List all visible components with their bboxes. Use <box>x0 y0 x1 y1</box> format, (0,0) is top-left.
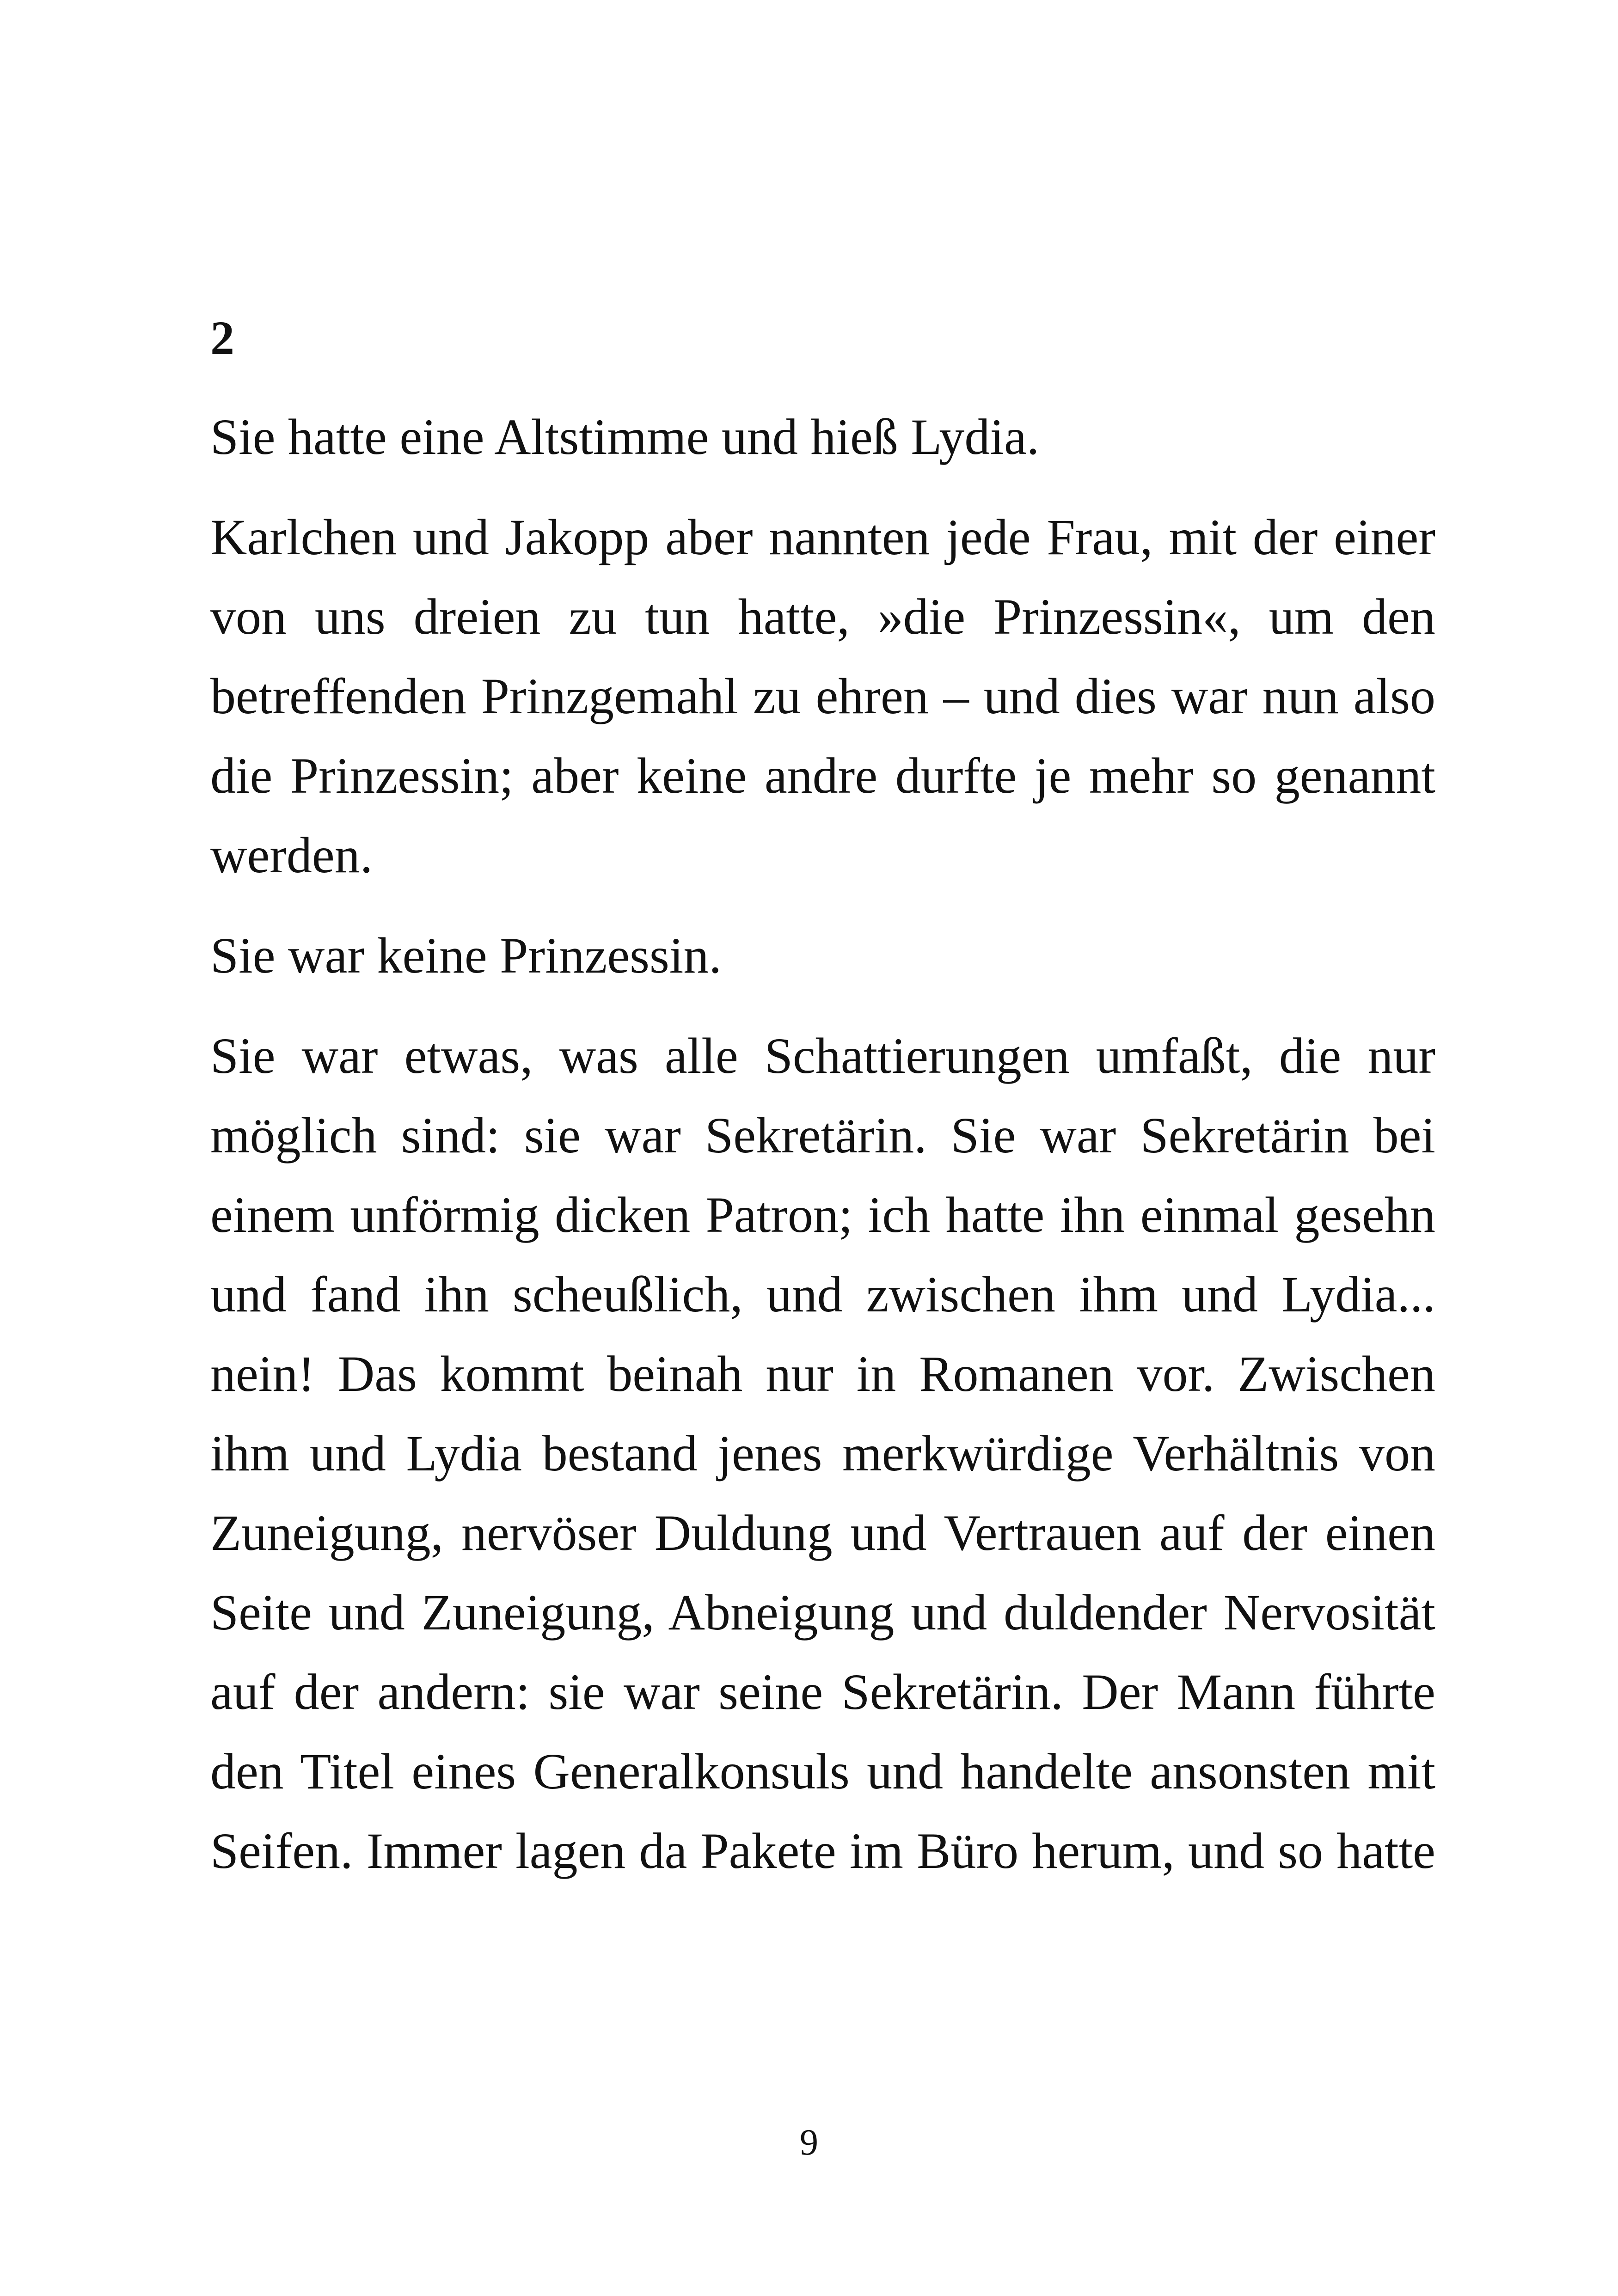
page-number: 9 <box>800 2122 818 2163</box>
page-body <box>210 314 1435 1891</box>
paragraph-1: Sie hatte eine Altstimme und hieß Lydia. <box>210 409 1040 465</box>
paragraph-3: Sie war keine Prinzessin. <box>210 927 722 984</box>
paragraph-4: Sie war etwas, was alle Schattierungen umfaßt, die nur möglich sind: sie war Sekretärin. Sie war Sekretärin bei einem unförmig dicken Patron; ich hatte ihn einmal gesehn und fand ihn scheußlich, und zwischen ihm und Lydia... nein! Das kommt beinah nur in Romanen vor. Zwischen ihm und Lydia bestand jenes merkwürdige Verhältnis von Zuneigung, nervöser Duldung und Vertrauen auf der einen Seite und Zuneigung, Abneigung und duldender Nervosität auf der andern: sie war seine Sekretärin. Der Mann führte den Titel eines Generalkonsuls und handelte ansonsten mit Seifen. Immer lagen da Pakete im Büro herum, und so hatte <box>210 1028 1435 1879</box>
paragraph-2: Karlchen und Jakopp aber nannten jede Frau, mit der einer von uns dreien zu tun hatte, »die Prinzessin«, um den betreffenden Prinzgemahl zu ehren – und dies war nun also die Prinzessin; aber keine andre durfte je mehr so genannt werden. <box>210 509 1435 883</box>
chapter-number: 2 <box>210 312 234 365</box>
